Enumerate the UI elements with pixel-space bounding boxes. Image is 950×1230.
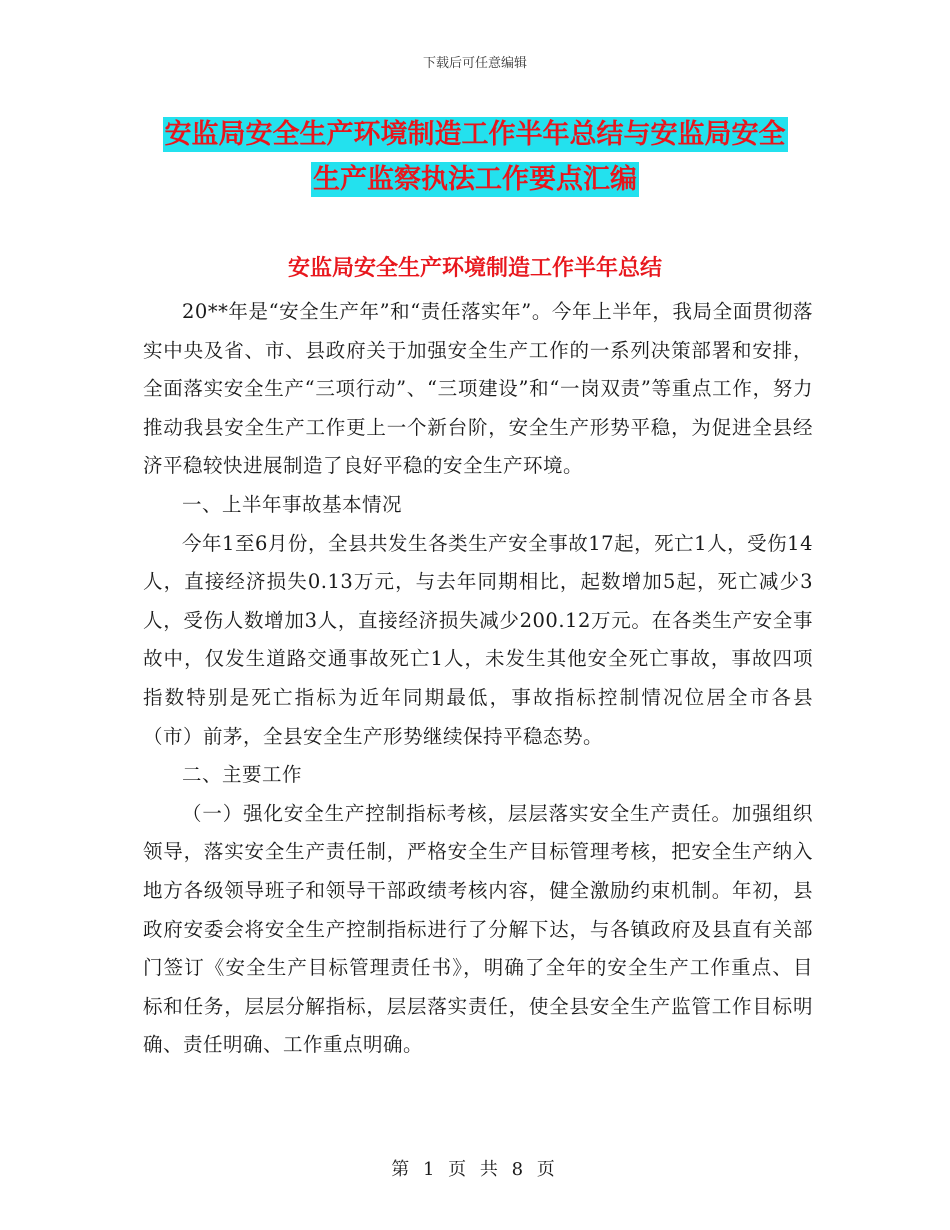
heading-main-work: 二、主要工作 — [182, 763, 303, 787]
document-title-line-2: 生产监察执法工作要点汇编 — [313, 164, 637, 195]
paragraph-accident-stats: 今年1至6月份，全县共发生各类生产安全事故17起，死亡1人，受伤14人，直接经济损失0.13万元，与去年同期相比，起数增加5起，死亡减少3人，受伤人数增加3人，直接经济损失减少200.12万元。在各类生产安全事故中，仅发生道路交通事故死亡1人，未发生其他安全死亡事故，事故四项指数特别是死亡指标为近年同期最低，事故指标控制情况位居全市各县（市）前茅，全县安全生产形势继续保持平稳态势。 — [143, 531, 813, 748]
body-text — [143, 293, 813, 1065]
heading-accident-situation: 一、上半年事故基本情况 — [182, 492, 403, 516]
header-note: 下载后可任意编辑 — [422, 56, 527, 71]
section-title: 安监局安全生产环境制造工作半年总结 — [287, 256, 662, 281]
paragraph-intro: 20**年是“安全生产年”和“责任落实年”。今年上半年，我局全面贯彻落实中央及省、市、县政府关于加强安全生产工作的一系列决策部署和安排，全面落实安全生产“三项行动”、“三项建设”和“一岗双责”等重点工作，努力推动我县安全生产工作更上一个新台阶，安全生产形势平稳，为促进全县经济平稳较快进展制造了良好平稳的安全生产环境。 — [143, 300, 813, 478]
document-title-line-1: 安监局安全生产环境制造工作半年总结与安监局安全 — [164, 119, 786, 150]
page-number: 第 1 页 共 8 页 — [391, 1159, 559, 1180]
paragraph-work-item-1: （一）强化安全生产控制指标考核，层层落实安全生产责任。加强组织领导，落实安全生产责任制，严格安全生产目标管理考核，把安全生产纳入地方各级领导班子和领导干部政绩考核内容，健全激励约束机制。年初，县政府安委会将安全生产控制指标进行了分解下达，与各镇政府及县直有关部门签订《安全生产目标管理责任书》，明确了全年的安全生产工作重点、目标和任务，层层分解指标，层层落实责任，使全县安全生产监管工作目标明确、责任明确、工作重点明确。 — [143, 801, 813, 1057]
